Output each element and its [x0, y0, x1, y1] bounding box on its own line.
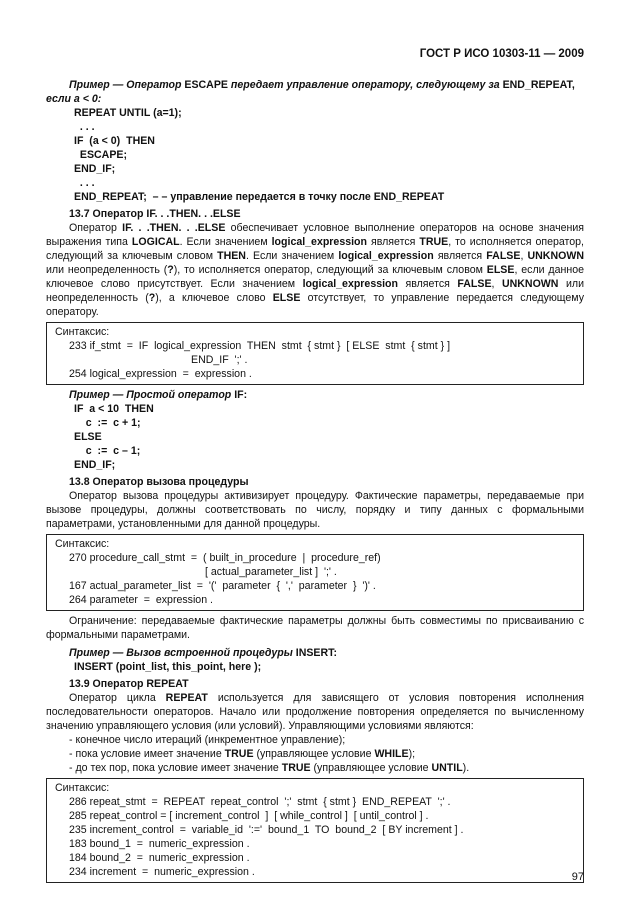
- bold-term: UNKNOWN: [527, 250, 584, 262]
- document-header: ГОСТ Р ИСО 10303-11 — 2009: [419, 48, 584, 60]
- text-run: ).: [462, 762, 470, 774]
- syntax-box-procedure-call: [46, 534, 584, 611]
- section-13-9-paragraph: [46, 691, 584, 733]
- code-line: END_IF;: [74, 459, 116, 471]
- syntax-rule-continuation: END_IF ';' .: [191, 354, 248, 366]
- text-run: , то исполняется оператор, следующий за ключевым словом: [46, 236, 584, 262]
- text-run: . Если значением: [245, 250, 339, 262]
- text-run: или неопределенность (: [46, 264, 168, 276]
- text-run: является: [367, 236, 420, 248]
- bold-term: TRUE: [224, 748, 254, 760]
- bold-term: logical_expression: [302, 278, 398, 290]
- code-line: . . .: [74, 177, 95, 189]
- text-run: Оператор: [69, 222, 123, 234]
- section-13-8-paragraph: Оператор вызова процедуры активизирует процедуру. Фактические параметры, передаваемые при вызове процедуры, должны соответствовать по числу, порядку и типу данных с формальными параметрами, установленными для данной процедуры.: [46, 490, 584, 530]
- text-run: Оператор цикла: [69, 692, 166, 704]
- text-run: );: [408, 748, 416, 760]
- bold-term: UNKNOWN: [501, 278, 559, 290]
- text-run: является: [433, 250, 487, 262]
- syntax-rule: 183 bound_1 = numeric_expression .: [69, 838, 250, 850]
- insert-example-intro: [46, 646, 584, 660]
- text-run: . Если значением: [179, 236, 272, 248]
- example-label: Пример: [69, 79, 110, 91]
- syntax-rule: 234 increment = numeric_expression .: [69, 866, 255, 878]
- syntax-rule: 285 repeat_control = [ increment_control ] [ while_control ] [ until_control ] .: [69, 810, 429, 822]
- text-run: ), то исполняется оператор, следующий за ключевым словом: [173, 264, 487, 276]
- text-run: ,: [520, 250, 528, 262]
- escape-example-code: [46, 106, 584, 190]
- code-line: . . .: [74, 121, 95, 133]
- section-heading-13-7: 13.7 Оператор IF. . .THEN. . .ELSE: [69, 208, 241, 220]
- bold-term: FALSE: [486, 250, 521, 262]
- example-text-rest: передает управление оператору, следующему за: [227, 79, 503, 91]
- bold-term: REPEAT: [165, 692, 208, 704]
- code-line: END_IF;: [74, 163, 116, 175]
- example-keyword-end: END_REPEAT,: [502, 79, 575, 91]
- code-line: c := c + 1;: [74, 417, 141, 429]
- bold-term: TRUE: [419, 236, 449, 248]
- syntax-box-repeat: [46, 778, 584, 883]
- syntax-rule: 233 if_stmt = IF logical_expression THEN stmt { stmt } [ ELSE stmt { stmt } ]: [69, 340, 451, 352]
- syntax-rule: 264 parameter = expression .: [69, 594, 213, 606]
- bold-term: LOGICAL: [131, 236, 180, 248]
- bold-term: FALSE: [457, 278, 492, 290]
- example-label: Пример — Простой оператор: [69, 389, 235, 401]
- list-item: [46, 761, 584, 775]
- escape-example-line2: если a < 0:: [46, 93, 102, 105]
- text-run: (управляющее условие: [310, 762, 432, 774]
- code-line: IF a < 10 THEN: [74, 403, 154, 415]
- restriction-paragraph: Ограничение: передаваемые фактические параметры должны быть совместимы по присваиванию с формальными параметрами.: [46, 615, 584, 641]
- text-run: отсутствует, то управление передается следующему оператору.: [46, 292, 584, 318]
- section-heading-13-9: 13.9 Оператор REPEAT: [69, 678, 189, 690]
- syntax-label: Синтаксис:: [55, 538, 110, 550]
- syntax-rule: 286 repeat_stmt = REPEAT repeat_control ';' stmt { stmt } END_REPEAT ';' .: [69, 796, 451, 808]
- code-line: ELSE: [74, 431, 102, 443]
- bold-term: IF. . .THEN. . .ELSE: [122, 222, 226, 234]
- bold-term: ELSE: [486, 264, 515, 276]
- section-13-7-paragraph: [46, 221, 584, 319]
- page-number: 97: [571, 871, 584, 883]
- syntax-label: Синтаксис:: [55, 326, 110, 338]
- text-run: - конечное число итераций (инкрементное управление);: [69, 734, 346, 746]
- text-run: используется для зависящего от условия повторения исполнения последовательности операторов. Начало или продолжение повторения определяется по вычисленному значению управляющего условия (или условий). Управляющими условиями являются:: [46, 692, 584, 732]
- if-example-intro: [46, 388, 584, 402]
- bold-term: UNTIL: [431, 762, 463, 774]
- syntax-rule-continuation: [ actual_parameter_list ] ';' .: [205, 566, 337, 578]
- page-content: [46, 78, 584, 886]
- bold-term: logical_expression: [338, 250, 434, 262]
- section-heading-13-8: 13.8 Оператор вызова процедуры: [69, 476, 249, 488]
- insert-example-code: INSERT (point_list, this_point, here );: [74, 661, 262, 673]
- code-line: c := c – 1;: [74, 445, 141, 457]
- bold-term: ?: [167, 264, 174, 276]
- code-line: END_REPEAT; – – управление передается в точку после END_REPEAT: [74, 191, 445, 203]
- text-run: , если данное ключевое слово присутствует. Если значением: [46, 264, 584, 290]
- bold-term: ELSE: [272, 292, 301, 304]
- code-line: REPEAT UNTIL (a=1);: [74, 107, 182, 119]
- bold-term: logical_expression: [271, 236, 367, 248]
- syntax-rule: 270 procedure_call_stmt = ( built_in_procedure | procedure_ref): [69, 552, 381, 564]
- syntax-rule: 184 bound_2 = numeric_expression .: [69, 852, 250, 864]
- example-text: — Оператор: [109, 79, 185, 91]
- text-run: - пока условие имеет значение: [69, 748, 225, 760]
- text-run: или неопределенность (: [46, 278, 584, 304]
- syntax-box-if: [46, 322, 584, 385]
- example-keyword: ESCAPE: [184, 79, 228, 91]
- example-keyword: IF:: [234, 389, 248, 401]
- text-run: ,: [491, 278, 502, 290]
- text-run: обеспечивает условное выполнение операторов на основе значения выражения типа: [46, 222, 585, 248]
- syntax-rule: 235 increment_control = variable_id ':=' bound_1 TO bound_2 [ BY increment ] .: [69, 824, 464, 836]
- code-line: IF (a < 0) THEN: [74, 135, 155, 147]
- example-label: Пример — Вызов встроенной процедуры: [69, 647, 296, 659]
- bold-term: WHILE: [374, 748, 409, 760]
- if-example-code: [46, 402, 584, 472]
- bold-term: THEN: [217, 250, 246, 262]
- escape-example-intro: [46, 78, 584, 92]
- syntax-label: Синтаксис:: [55, 782, 110, 794]
- list-item: [46, 733, 584, 747]
- bold-term: ?: [148, 292, 156, 304]
- code-line: ESCAPE;: [74, 149, 127, 161]
- list-item: [46, 747, 584, 761]
- example-keyword: INSERT:: [295, 647, 337, 659]
- text-run: (управляющее условие: [253, 748, 375, 760]
- text-run: - до тех пор, пока условие имеет значение: [69, 762, 282, 774]
- bold-term: TRUE: [281, 762, 311, 774]
- syntax-rule: 254 logical_expression = expression .: [69, 368, 252, 380]
- syntax-rule: 167 actual_parameter_list = '(' parameter { ',' parameter } ')' .: [69, 580, 376, 592]
- text-run: ), а ключевое слово: [155, 292, 273, 304]
- text-run: является: [398, 278, 458, 290]
